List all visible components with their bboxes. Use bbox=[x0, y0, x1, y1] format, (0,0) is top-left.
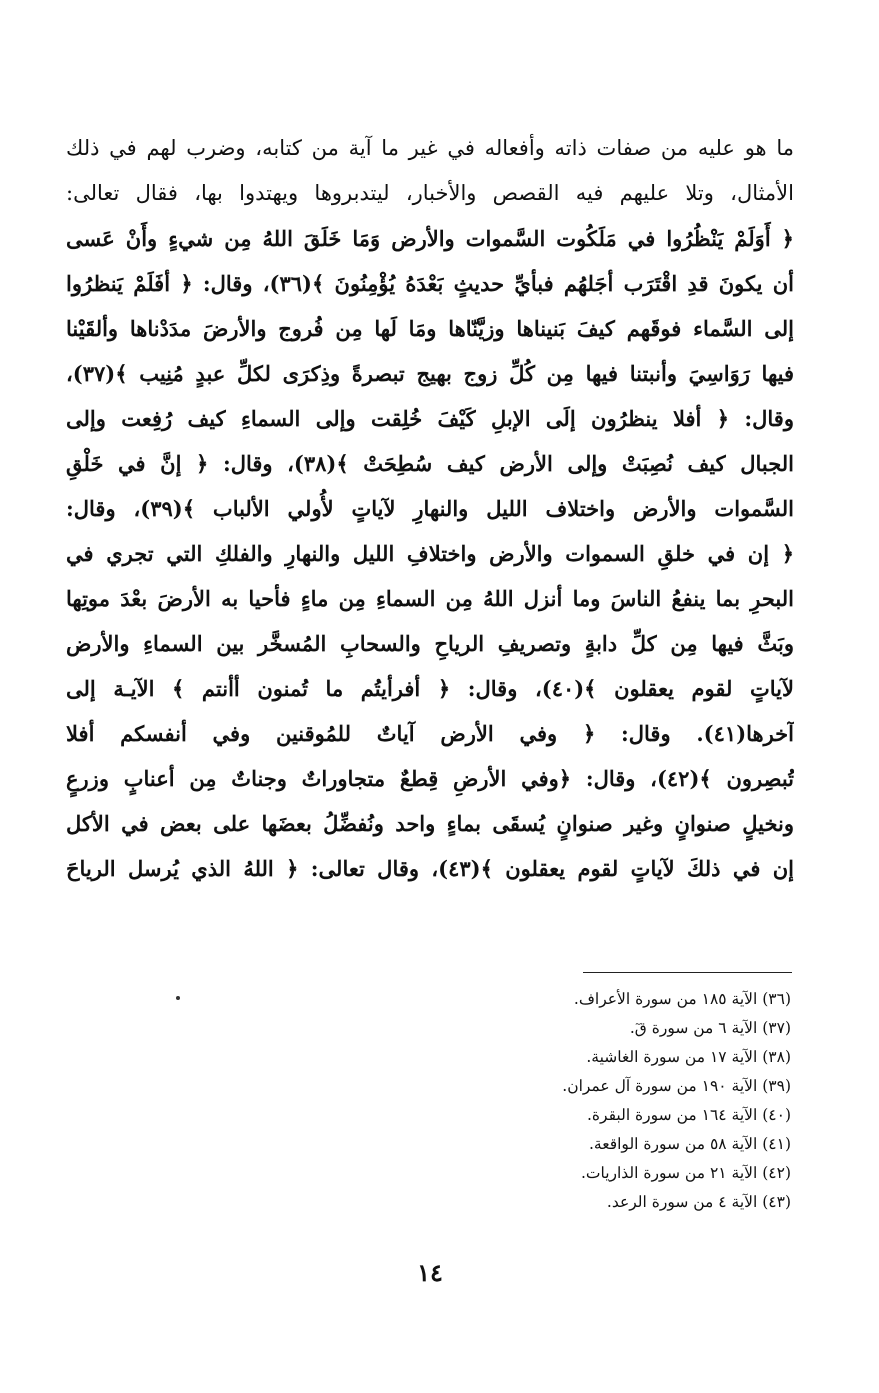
text-line: فيها رَوَاسِيَ وأنبتنا فيها مِن كُلِّ زوج بهيج تبصرةً وذِكرَى لكلِّ عبدٍ مُنِيب ﴾(٣٧)، bbox=[66, 361, 794, 386]
footnote-separator bbox=[583, 972, 792, 973]
text-line: وبَثَّ فيها مِن كلِّ دابةٍ وتصريفِ الرياحِ والسحابِ المُسخَّر بين السماءِ والأرض bbox=[66, 631, 794, 656]
text-line: الجبال كيف نُصِبَتْ وإلى الأرض كيف سُطِحَتْ ﴾(٣٨)، وقال: ﴿ إنَّ في خَلْقِ bbox=[66, 451, 794, 476]
text-line: ونخيلٍ صنوانٍ وغير صنوانٍ يُسقَى بماءٍ واحد ونُفضِّلُ بعضَها على بعض في الأكل bbox=[66, 811, 794, 836]
footnotes bbox=[391, 985, 791, 1217]
text-line: تُبصِرون ﴾(٤٢)، وقال: ﴿وفي الأرضِ قِطعٌ متجاوراتٌ وجناتٌ مِن أعنابٍ وزرعٍ bbox=[66, 766, 794, 791]
footnote: (٤٣) الآية ٤ من سورة الرعد. bbox=[606, 1193, 791, 1211]
text-line: إلى السَّماء فوقَهم كيفَ بَنيناها وزيَّنّاها ومَا لَها مِن فُروج والأرضَ مدَدْناها وألقَيْنا bbox=[66, 316, 794, 341]
stray-dot bbox=[176, 996, 180, 1000]
text-line: السَّموات والأرض واختلاف الليل والنهارِ لآياتٍ لأُولي الألباب ﴾(٣٩)، وقال: bbox=[66, 496, 794, 521]
text-line: وقال: ﴿ أفلا ينظرُون إلَى الإبلِ كَيْفَ خُلِقت وإلى السماءِ كيف رُفِعت وإلى bbox=[66, 406, 794, 431]
text-line: البحرِ بما ينفعُ الناسَ وما أنزل اللهُ مِن السماءِ مِن ماءٍ فأحيا به الأرضَ بعْدَ موتِها bbox=[66, 586, 794, 611]
footnote: (٣٦) الآية ١٨٥ من سورة الأعراف. bbox=[573, 990, 791, 1008]
text-line: أن يكونَ قدِ اقْتَرَب أجَلهُم فبأيِّ حديثٍ بَعْدَهُ يُؤْمِنُونَ ﴾(٣٦)، وقال: ﴿ أفَلَمْ يَنظرُوا bbox=[66, 271, 794, 296]
text-line: إن في ذلكَ لآياتٍ لقوم يعقلون ﴾(٤٣)، وقال تعالى: ﴿ اللهُ الذي يُرسل الرياحَ bbox=[66, 856, 794, 881]
text-line: لآياتٍ لقوم يعقلون ﴾(٤٠)، وقال: ﴿ أفرأيتُم ما تُمنون أأنتم ﴾ الآيـة إلى bbox=[66, 676, 794, 701]
text-line: آخرها(٤١). وقال: ﴿ وفي الأرض آياتٌ للمُوقنين وفي أنفسكم أفلا bbox=[66, 721, 794, 746]
footnote: (٣٩) الآية ١٩٠ من سورة آل عمران. bbox=[562, 1077, 791, 1095]
text-line: ﴿ أَوَلَمْ يَنْظُرُوا في مَلَكُوت السَّموات والأرض وَمَا خَلَقَ اللهُ مِن شيءٍ وأَنْ عَسى bbox=[66, 226, 794, 251]
text-line: ما هو عليه من صفات ذاته وأفعاله في غير ما آية من كتابه، وضرب لهم في ذلك bbox=[66, 136, 794, 160]
page-number: ١٤ bbox=[417, 1258, 443, 1287]
footnote: (٤٠) الآية ١٦٤ من سورة البقرة. bbox=[586, 1106, 791, 1124]
footnote: (٤٢) الآية ٢١ من سورة الذاريات. bbox=[580, 1164, 791, 1182]
text-line: ﴿ إن في خلقِ السموات والأرض واختلافِ الليل والنهارِ والفلكِ التي تجري في bbox=[66, 541, 794, 566]
footnote: (٣٧) الآية ٦ من سورة قٓ. bbox=[629, 1019, 791, 1037]
main-text bbox=[66, 126, 794, 891]
text-line: الأمثال، وتلا عليهم فيه القصص والأخبار، ليتدبروها ويهتدوا بها، فقال تعالى: bbox=[66, 181, 794, 205]
footnote: (٤١) الآية ٥٨ من سورة الواقعة. bbox=[589, 1135, 791, 1153]
footnote: (٣٨) الآية ١٧ من سورة الغاشية. bbox=[586, 1048, 791, 1066]
